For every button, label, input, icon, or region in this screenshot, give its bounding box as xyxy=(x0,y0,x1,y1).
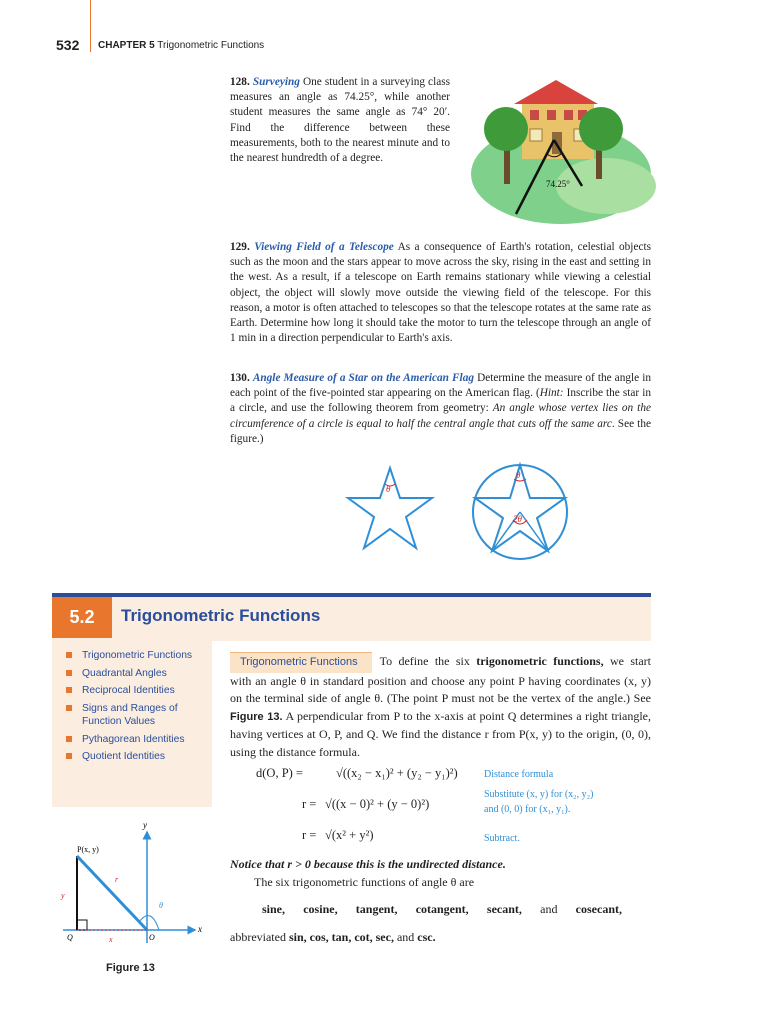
star-angle-label: θ xyxy=(386,484,391,494)
objectives-list xyxy=(52,641,212,764)
equation-note: and (0, 0) for (x₁, y₁). xyxy=(484,804,571,815)
topic-tag: Trigonometric Functions xyxy=(230,652,372,673)
objective-item: Trigonometric Functions xyxy=(66,649,212,663)
paragraph-text: To define the six xyxy=(379,654,477,668)
point-o-label: O xyxy=(149,933,155,942)
point-q-label: Q xyxy=(67,933,73,942)
theta-label: θ xyxy=(159,901,163,910)
function-name: tangent, xyxy=(355,902,398,916)
conjunction: and xyxy=(540,902,558,916)
figure-caption: Figure 13 xyxy=(106,962,155,974)
window xyxy=(564,110,573,120)
surveying-house-figure xyxy=(456,74,656,224)
inscribed-star-figure xyxy=(468,458,573,563)
abbreviations-line xyxy=(230,930,436,945)
notice-text: Notice that r > 0 because this is the undirected distance. xyxy=(230,857,506,871)
page-number: 532 xyxy=(56,37,80,53)
exercise-text: As a consequence of Earth's rotation, celestial objects such as the moon and the stars appear to move across the sky, rising in the east and setting in the west. As a result, if a telescope on Earth remains stationary while viewing a celestial object, the object will slowly move outside the viewing field of the telescope. For this reason, a motor is often attached to telescopes so that the telescope rotates at the same rate as Earth. Determine how long it should take the motor to turn the telescope through an angle of 1 min in a direction perpendicular to Earth's axis. xyxy=(230,241,652,345)
window xyxy=(530,129,542,141)
equation-rhs: √(x² + y²) xyxy=(325,828,374,842)
r-label: r xyxy=(115,875,119,884)
y-length-label: y xyxy=(61,891,65,900)
window xyxy=(547,110,556,120)
y-axis-label: y xyxy=(143,820,147,830)
function-name: cosecant, xyxy=(575,902,622,916)
paragraph-text: A perpendicular from P to the x-axis at point Q determines a right triangle, having vertices at O, P, and Q. We find the distance r from P(x, y) to the origin, (0, 0), using the distance formula. xyxy=(230,708,651,759)
exercise-text: Determine the measure of the angle in each point of the five-pointed star appearing on the American flag. ( xyxy=(230,372,651,400)
star-outline xyxy=(348,468,432,548)
x-length-label: x xyxy=(109,935,113,944)
six-functions-intro: The six trigonometric functions of angle θ are xyxy=(254,875,475,889)
equation-rhs: √((x − 0)² + (y − 0)²) xyxy=(325,797,430,811)
intro-paragraph xyxy=(230,652,651,762)
exercise-number: 130. xyxy=(230,372,250,384)
exercise-text: One student in a surveying class measures an angle as 74.25°, while another student measures the same angle as 74° 20′. Find the difference between these measurements, both to the nearest minute and to the nearest hundredth of a degree. xyxy=(230,76,451,165)
equation-note: Subtract. xyxy=(484,833,520,844)
equation-lhs: r = xyxy=(302,797,317,811)
figure-reference: Figure 13. xyxy=(230,710,283,723)
tree-canopy xyxy=(579,107,623,151)
objective-item: Quotient Identities xyxy=(66,750,212,764)
exercise-text: Inscribe the star in a circle, and use the following theorem from geometry: xyxy=(230,387,651,415)
exercise-number: 129. xyxy=(230,241,250,253)
function-name: cotangent, xyxy=(415,902,469,916)
objective-item: Pythagorean Identities xyxy=(66,733,212,747)
central-angle-label: 2θ xyxy=(513,514,522,524)
paragraph-text: and xyxy=(393,930,418,944)
header-rule xyxy=(90,0,91,52)
equation-lhs: r = xyxy=(302,828,317,842)
radius-line xyxy=(520,512,548,551)
right-angle-mark xyxy=(77,920,87,930)
function-name: secant, xyxy=(486,902,522,916)
terminal-side xyxy=(77,856,147,930)
inscribed-angle-label: θ xyxy=(516,470,521,480)
exercise-title: Angle Measure of a Star on the American Flag xyxy=(252,372,474,384)
key-term: trigonometric functions, xyxy=(476,654,604,668)
function-name: cosine, xyxy=(303,902,338,916)
abbreviations: csc. xyxy=(417,930,436,944)
theorem-text: An angle whose vertex lies on the circumference of a circle is equal to half the central angle that cuts off the same arc xyxy=(230,402,651,430)
angle-label: 74.25° xyxy=(546,179,570,189)
exercise-text: . See the figure.) xyxy=(230,417,651,445)
exercise-title: Surveying xyxy=(252,76,300,88)
objective-item: Signs and Ranges of Function Values xyxy=(66,702,212,729)
chapter-title: Trigonometric Functions xyxy=(157,40,265,51)
function-name: sine, xyxy=(262,902,286,916)
figure-13 xyxy=(55,818,215,948)
equation-lhs: d(O, P) = xyxy=(256,766,303,780)
point-p-label: P(x, y) xyxy=(77,845,99,854)
objective-item: Quadrantal Angles xyxy=(66,667,212,681)
hint-label: Hint: xyxy=(539,387,564,400)
exercise-number: 128. xyxy=(230,76,250,88)
abbreviations: sin, cos, tan, cot, sec, xyxy=(288,930,394,944)
paragraph-text: abbreviated xyxy=(230,930,289,944)
exercise-129 xyxy=(230,240,651,346)
x-axis-label: x xyxy=(198,924,202,934)
exercise-128 xyxy=(230,75,450,166)
chapter-header xyxy=(98,40,264,51)
equation-rhs: √((x₂ − x₁)² + (y₂ − y₁)²) xyxy=(336,766,458,780)
functions-list xyxy=(262,902,622,917)
objective-item: Reciprocal Identities xyxy=(66,684,212,698)
window xyxy=(530,110,539,120)
section-number: 5.2 xyxy=(52,597,112,638)
exercise-title: Viewing Field of a Telescope xyxy=(254,241,394,253)
section-title: Trigonometric Functions xyxy=(121,606,321,625)
equation-note: Distance formula xyxy=(484,769,554,780)
exercise-130 xyxy=(230,371,651,447)
star-figure xyxy=(340,460,440,560)
equation-note: Substitute (x, y) for (x₂, y₂) xyxy=(484,789,594,800)
objectives-box xyxy=(52,641,212,807)
chapter-label: CHAPTER 5 xyxy=(98,40,155,51)
tree-canopy xyxy=(484,107,528,151)
paragraph-text: we start with an angle θ in standard position and choose any point P having coordinates (x, y) on the terminal side of angle θ. (The point P must not be the vertex of the angle.) See xyxy=(230,654,651,706)
house-roof xyxy=(514,80,598,104)
